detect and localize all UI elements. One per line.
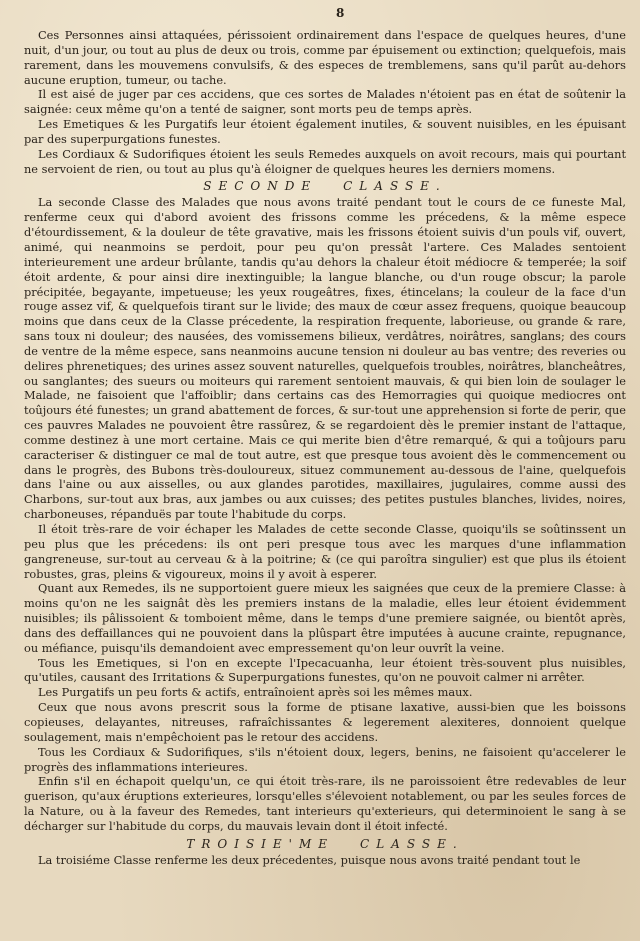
text-body <box>24 28 626 868</box>
section-heading-third-class <box>24 837 626 851</box>
paragraph-recovery: Enfin s'il en échapoit quelqu'un, ce qui étoit très-rare, ils ne paroissoient être redevables de leur guerison, qu'aux éruptions exterieures, lorsqu'elles s'élevoient notablement, ou par les seules forces de la Nature, ou à la faveur des Remedes, tant interieurs qu'exterieurs, qui determinoient le sang à se décharger sur l'habitude du corps, du mauvais levain dont il étoit infecté. <box>24 774 626 833</box>
heading-word: CLASSE. <box>343 179 447 194</box>
paragraph-third-class: La troisiéme Classe renferme les deux précedentes, puisque nous avons traité pendant tout le <box>38 852 581 867</box>
paragraph-remedies-ptisane: Ceux que nous avons prescrit sous la forme de ptisane laxative, aussi-bien que les boissons copieuses, delayantes, nitreuses, rafraîchissantes & legerement alexiteres, donnoient quelque soulagement, mais n'empêchoient pas le retour des accidens. <box>24 700 626 744</box>
heading-word: SECONDE <box>203 179 318 194</box>
section-heading-second-class <box>24 179 626 193</box>
heading-word: TROISIE'ME <box>186 836 335 851</box>
paragraph-remedies-bleeding: Quant aux Remedes, ils ne supportoient guere mieux les saignées que ceux de la premiere Classe: à moins qu'on ne les saignât dès les premiers instans de la maladie, elles leur étoient évidemment nuisibles; ils pâlissoient & tomboient même, dans le temps d'une premiere saignée, ou bientôt après, dans des deffaillances qui ne pouvoient dans la plûspart être imputées à aucune crainte, repugnance, ou méfiance, puisqu'ils demandoient avec empressement qu'on leur ouvrît la veine. <box>24 581 626 655</box>
paragraph-second-class-symptoms: La seconde Classe des Malades que nous avons traité pendant tout le cours de ce funeste Mal, renferme ceux qui d'abord avoient des frissons comme les précedens, & la même espece d'étourdissement, & la douleur de tête gravative, mais les frissons étoient suivis d'un pouls vif, ouvert, animé, qui neanmoins se perdoit, pour peu qu'on pressât l'artere. Ces Malades sentoient interieurement une ardeur brûlante, tandis qu'au dehors la chaleur étoit médiocre & temperée; la soif étoit ardente, & pour ainsi dire inextinguible; la langue blanche, ou d'un rouge obscur; la parole précipitée, begayante, impetueuse; les yeux rougeâtres, fixes, étincelans; la couleur de la face d'un rouge assez vif, & quelquefois tirant sur le livide; des maux de cœur assez frequens, quoique beaucoup moins que dans ceux de la Classe précedente, la respiration frequente, laborieuse, ou grande & rare, sans toux ni douleur; des nausées, des vomissemens bilieux, verdâtres, noirâtres, sanglans; des cours de ventre de la même espece, sans neanmoins aucune tension ni douleur au bas ventre; des reveries ou delires phrenetiques; des urines assez souvent naturelles, quelquefois troubles, noirâtres, blancheâtres, ou sanglantes; des sueurs ou moiteurs qui rarement sentoient mauvais, & qui bien loin de soulager le Malade, ne faisoient que l'affoiblir; dans certains cas des Hemorragies qui quoique mediocres ont toûjours été funestes; un grand abattement de forces, & sur-tout une apprehension si forte de perir, que ces pauvres Malades ne pouvoient être rassûrez, & se regardoient dès le premier instant de l'attaque, comme destinez à une mort certaine. Mais ce qui merite bien d'être remarqué, & qui a toûjours paru caracteriser & distinguer ce mal de tout autre, est que presque tous avoient dès le commencement ou dans le progrès, des Bubons très-douloureux, situez communement au-dessous de l'aine, quelquefois dans l'aine ou aux aisselles, ou aux glandes parotides, maxillaires, jugulaires, comme aussi des Charbons, sur-tout aux bras, aux jambes ou aux cuisses; des petites pustules blanches, livides, noires, charboneuses, répanduës par toute l'habitude du corps. <box>24 195 626 522</box>
paragraph-cordials: Les Cordiaux & Sudorifiques étoient les seuls Remedes auxquels on avoit recours, mais qui pourtant ne servoient de rien, ou tout au plus qu'à éloigner de quelques heures les derniers momens. <box>24 146 626 176</box>
heading-word: CLASSE. <box>360 836 464 851</box>
paragraph-remedies-purgatives: Les Purgatifs un peu forts & actifs, entraînoient après soi les mêmes maux. <box>38 685 473 700</box>
page-number: 8 <box>336 6 345 20</box>
paragraph-first-class-death: Ces Personnes ainsi attaquées, périssoient ordinairement dans l'espace de quelques heures, d'une nuit, d'un jour, ou tout au plus de deux ou trois, comme par épuisement ou extinction; quelquefois, mais rarement, dans les mouvemens convulsifs, & des especes de tremblemens, sans qu'il parût au-dehors aucune eruption, tumeur, ou tache. <box>24 28 626 87</box>
paragraph-remedies-cordials: Tous les Cordiaux & Sudorifiques, s'ils n'étoient doux, legers, benins, ne faisoient qu'accelerer le progrès des inflammations interieures. <box>24 744 626 774</box>
paragraph-bleeding: Il est aisé de juger par ces accidens, que ces sortes de Malades n'étoient pas en état de soûtenir la saignée: ceux même qu'on a tenté de saigner, sont morts peu de temps après. <box>24 87 626 117</box>
paragraph-second-class-outcome: Il étoit très-rare de voir échaper les Malades de cette seconde Classe, quoiqu'ils se soûtinssent un peu plus que les précedens: ils ont peri presque tous avec les marques d'une inflammation gangreneuse, sur-tout au cerveau & à la poitrine; & (ce qui paroîtra singulier) est que plus ils étoient robustes, gras, pleins & vigoureux, moins il y avoit à esperer. <box>24 522 626 581</box>
paragraph-remedies-emetics: Tous les Emetiques, si l'on en excepte l'Ipecacuanha, leur étoient très-souvent plus nuisibles, qu'utiles, causant des Irritations & Superpurgations funestes, qu'on ne pouvoit calmer ni arrêter. <box>24 655 626 685</box>
paragraph-emetics: Les Emetiques & les Purgatifs leur étoient également inutiles, & souvent nuisibles, en les épuisant par des superpurgations funestes. <box>24 117 626 146</box>
